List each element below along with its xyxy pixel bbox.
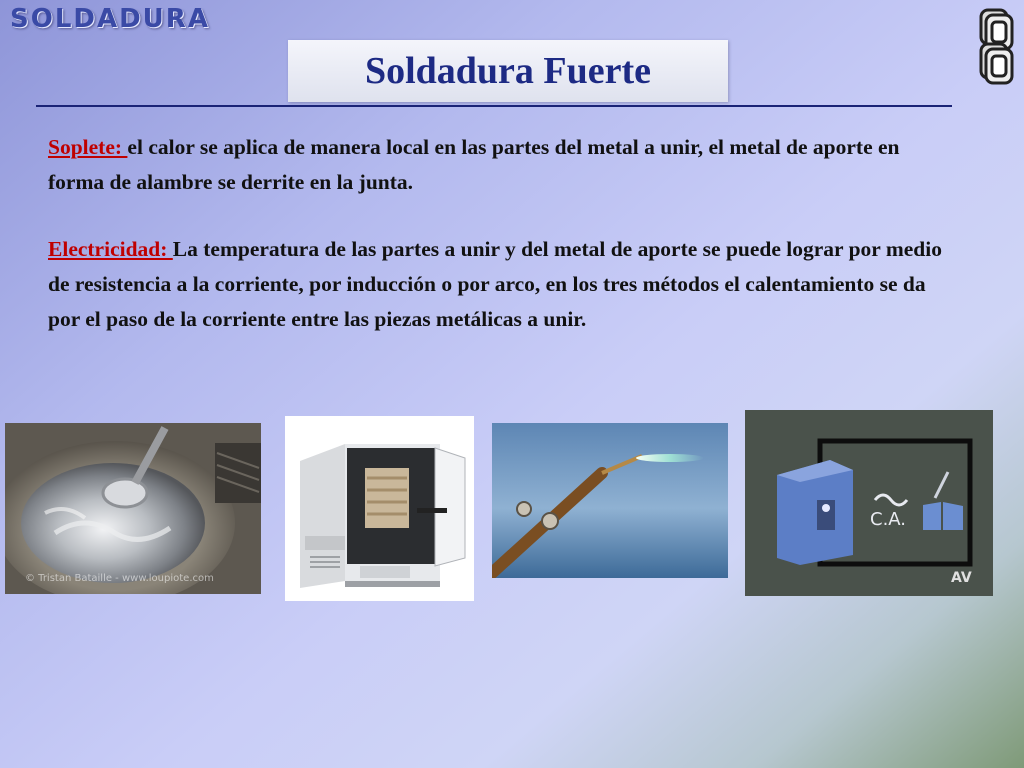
electric-welding-diagram bbox=[745, 410, 993, 596]
molten-metal-photo bbox=[5, 423, 261, 594]
diagram-mark: AV bbox=[951, 570, 972, 586]
label-electricidad: Electricidad: bbox=[48, 237, 173, 261]
paragraph-soplete bbox=[48, 130, 953, 200]
brand-heading: SOLDADURA bbox=[10, 4, 210, 34]
slide-title: Soldadura Fuerte bbox=[364, 50, 652, 92]
text-soplete: el calor se aplica de manera local en las partes del metal a unir, el metal de aporte en forma de alambre se derrite en la junta. bbox=[48, 135, 900, 194]
diagram-label: C.A. bbox=[870, 509, 907, 530]
label-soplete: Soplete: bbox=[48, 135, 128, 159]
title-divider bbox=[36, 105, 952, 107]
torch-photo bbox=[492, 423, 728, 578]
furnace-photo bbox=[285, 416, 474, 601]
paragraph-electricidad bbox=[48, 232, 953, 337]
photo-credit: © Tristan Bataille - www.loupiote.com bbox=[25, 573, 214, 584]
chain-link-logo-icon bbox=[977, 6, 1019, 86]
title-box bbox=[288, 40, 728, 102]
text-electricidad: La temperatura de las partes a unir y del metal de aporte se puede lograr por medio de resistencia a la corriente, por inducción o por arco, en los tres métodos el calentamiento se da por el paso de la corriente entre las piezas metálicas a unir. bbox=[48, 237, 942, 331]
